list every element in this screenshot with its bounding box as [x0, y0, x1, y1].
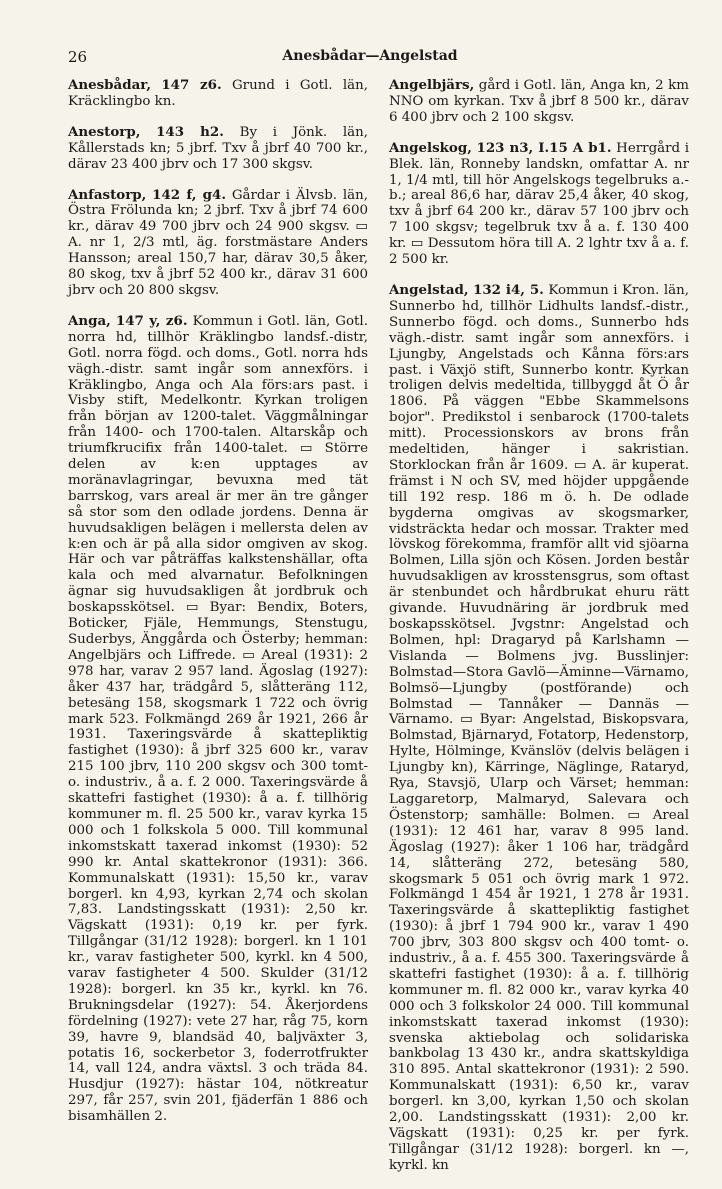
- entry-text: Kommun i Kron. län, Sunnerbo hd, tillhör Lidhults landsf.-distr., Sunnerbo fögd. och doms., Sunnerbo hds vägh.-distr. samt ingår som annexförs. i Ljungby, Angelstads och Kånna förs:ars past. i Växjö stift, Sunnerbo kontr. Kyrkan troligen delvis medeltida, tillbyggd åt Ö år 1806. På väggen "Ebbe Skammelsons bojor". Predikstol i senbarock (1700-talets mitt). Processionskors av brons från medeltiden, hänger i sakristian. Storklockan från år 1609. ▭ A. är kuperat. främst i N och SV, med höjder uppgående till 192 resp. 186 m ö. h. De odlade bygderna omgivas av skogsmarker, vidsträckta hedar och mossar. Trakter med lövskog förekomma, framför allt vid sjöarna Bolmen, Lilla sjön och Kösen. Jorden består huvudsakligen av krosstensgrus, som oftast är stenbundet och hårdbrukat ehuru rätt givande. Huvudnäring är jordbruk med boskapsskötsel. Jvgstnr: Angelstad och Bolmen, hpl: Dragaryd på Karlshamn — Vislanda — Bolmens jvg. Busslinjer: Bolmstad—Stora Gavlö—Äminne—Värnamo, Bolmsö—Ljungby (postförande) och Bolmstad — Tannåker — Dannäs —Värnamo. ▭ Byar: Angelstad, Biskopsvara, Bolmstad, Bjärnaryd, Fotatorp, Hedenstorp, Hylte, Hölminge, Kvänslöv (delvis belägen i Ljungby kn), Kärringe, Näglinge, Rataryd, Rya, Stavsjö, Ularp och Värset; hemman: Laggaretorp, Malmaryd, Salevara och Östenstorp; samhälle: Bolmen. ▭ Areal (1931): 12 461 har, varav 8 995 land. Ägoslag (1927): åker 1 106 har, trädgård 14, slåtteräng 272, betesäng 580, skogsmark 5 051 och övrig mark 1 972. Folkmängd 1 454 år 1921, 1 278 år 1931. Taxeringsvärde å skattepliktig fastighet (1930): å jbrf 1 794 900 kr., varav 1 490 700 jbrv, 303 800 skgsv och 400 tomt- o. industriv., å a. f. 455 300. Taxeringsvärde å skattefri fastighet (1930): å a. f. tillhörig kommuner m. fl. 82 000 kr., varav kyrka 40 000 och 3 folkskolor 24 000. Till kommunal inkomstskatt taxerad inkomst (1930): svenska aktiebolag och solidariska bankbolag 13 430 kr., andra skattskyldiga 310 895. Antal skattekronor (1931): 2 590. Kommunalskatt (1931): 6,50 kr., varav borgerl. kn 3,00, kyrkan 1,50 och skolan 2,00. Landstingsskatt (1931): 2,00 kr. Vägskatt (1931): 0,25 kr. per fyrk. Tillgångar (31/12 1928): borgerl. kn —, kyrkl. kn: [389, 282, 689, 1173]
- dictionary-entry: [68, 78, 368, 110]
- entry-map-ref: 132 i4, 5.: [473, 281, 544, 298]
- dictionary-entry: [389, 141, 689, 268]
- right-column: [389, 78, 689, 1189]
- entry-headword: Anfastorp,: [68, 186, 147, 203]
- entry-headword: Angelskog,: [389, 139, 472, 156]
- entry-headword: Angelbjärs,: [389, 77, 475, 93]
- entry-headword: Anga,: [68, 312, 111, 329]
- entry-map-ref: 147 z6.: [161, 77, 222, 93]
- dictionary-entry: [389, 78, 689, 126]
- dictionary-entry: [68, 188, 368, 299]
- entry-text: Kommun i Gotl. län, Gotl. norra hd, tillhör Kräklingbo landsf.-distr, Gotl. norra fögd. och doms., Gotl. norra hds vägh.-distr. samt ingår som annexförs. i Kräklingbo, Anga och Ala förs:ars past. i Visby stift, Medelkontr. Kyrkan troligen från början av 1200-talet. Väggmålningar från 1400- och 1700-talen. Altarskåp och triumfkrucifix från 1400-talet. ▭ Större delen av k:en upptages av moränavlagringar, bevuxna med tät barrskog, vars areal är mer än tre gånger så stor som den odlade jordens. Denna är huvudsakligen belägen i mellersta delen av k:en och är på alla sidor omgiven av skog. Här och var påträffas kalkstenshällar, ofta kala och med alvarnatur. Befolkningen ägnar sig huvudsakligen åt jordbruk och boskapsskötsel. ▭ Byar: Bendix, Boters, Boticker, Fjäle, Hemmungs, Stenstugu, Suderbys, Änggårda och Österby; hemman: Angelbjärs och Liffrede. ▭ Areal (1931): 2 978 har, varav 2 957 land. Ägoslag (1927): åker 437 har, trädgård 5, slåtteräng 112, betesäng 158, skogsmark 1 722 och övrig mark 523. Folkmängd 269 år 1921, 266 år 1931. Taxeringsvärde å skattepliktig fastighet (1930): å jbrf 325 600 kr., varav 215 100 jbrv, 110 200 skgsv och 300 tomt- o. industriv., å a. f. 2 000. Taxeringsvärde å skattefri fastighet (1930): å a. f. tillhörig kommuner m. fl. 25 500 kr., varav kyrka 15 000 och 1 folkskola 5 000. Till kommunal inkomstskatt taxerad inkomst (1930): 52 990 kr. Antal skattekronor (1931): 366. Kommunalskatt (1931): 15,50 kr., varav borgerl. kn 4,93, kyrkan 2,74 och skolan 7,83. Landstingsskatt (1931): 2,50 kr. Vägskatt (1931): 0,19 kr. per fyrk. Tillgångar (31/12 1928): borgerl. kn 1 101 kr., varav fastigheter 500, kyrkl. kn 4 500, varav fastigheter 4 500. Skulder (31/12 1928): borgerl. kn 35 kr., kyrkl. kn 76. Brukningsdelar (1927): 54. Åkerjordens fördelning (1927): vete 27 har, råg 75, korn 39, havre 9, blandsäd 40, baljväxter 3, potatis 16, sockerbetor 3, foderrotfrukter 14, vall 124, andra växtsl. 3 och träda 84. Husdjur (1927): hästar 104, nötkreatur 297, får 257, svin 201, fjäderfän 1 886 och bisamhällen 2.: [68, 313, 368, 1125]
- entry-text: Herrgård i Blek. län, Ronneby landskn, omfattar A. nr 1, 1/4 mtl, till hör Angelskogs tegelbruks a.-b.; areal 86,6 har, därav 25,4 åker, 40 skog, txv å jbrf 64 200 kr., därav 57 100 jbrv och 7 100 skgsv; tegelbruk txv å a. f. 130 400 kr. ▭ Dessutom höra till A. 2 lghtr txv å a. f. 2 500 kr.: [389, 140, 690, 268]
- dictionary-entry: [389, 283, 689, 1174]
- entry-text: Grund i Gotl. län, Kräcklingbo kn.: [68, 78, 369, 109]
- entry-text: Gårdar i Älvsb. län, Östra Frölunda kn; 2 jbrf. Txv å jbrf 74 600 kr., därav 49 700 jbrv och 24 900 skgsv. ▭ A. nr 1, 2/3 mtl, äg. forstmästare Anders Hansson; areal 150,7 har, därav 30,5 åker, 80 skog, txv å jbrf 52 400 kr., därav 31 600 jbrv och 20 800 skgsv.: [68, 187, 368, 298]
- entry-map-ref: 142 f, g4.: [152, 186, 227, 203]
- page-header: [68, 48, 672, 74]
- running-head: Anesbådar—Angelstad: [282, 48, 458, 64]
- entry-map-ref: 143 h2.: [156, 123, 224, 140]
- entry-headword: Angelstad,: [389, 281, 469, 298]
- left-column: [68, 78, 368, 1140]
- page-number: 26: [68, 48, 88, 66]
- dictionary-entry: [68, 314, 368, 1125]
- dictionary-entry: [68, 125, 368, 173]
- entry-text: By i Jönk. län, Kållerstads kn; 5 jbrf. Txv å jbrf 40 700 kr., därav 23 400 jbrv och 17 300 skgsv.: [68, 124, 368, 172]
- entry-map-ref: 123 n3, I.15 A b1.: [476, 139, 612, 156]
- entry-headword: Anestorp,: [68, 123, 141, 140]
- entry-text: gård i Gotl. län, Anga kn, 2 km NNO om kyrkan. Txv å jbrf 8 500 kr., därav 6 400 jbrv och 2 100 skgsv.: [389, 78, 689, 125]
- entry-map-ref: 147 y, z6.: [115, 312, 188, 329]
- entry-headword: Anesbådar,: [68, 77, 152, 93]
